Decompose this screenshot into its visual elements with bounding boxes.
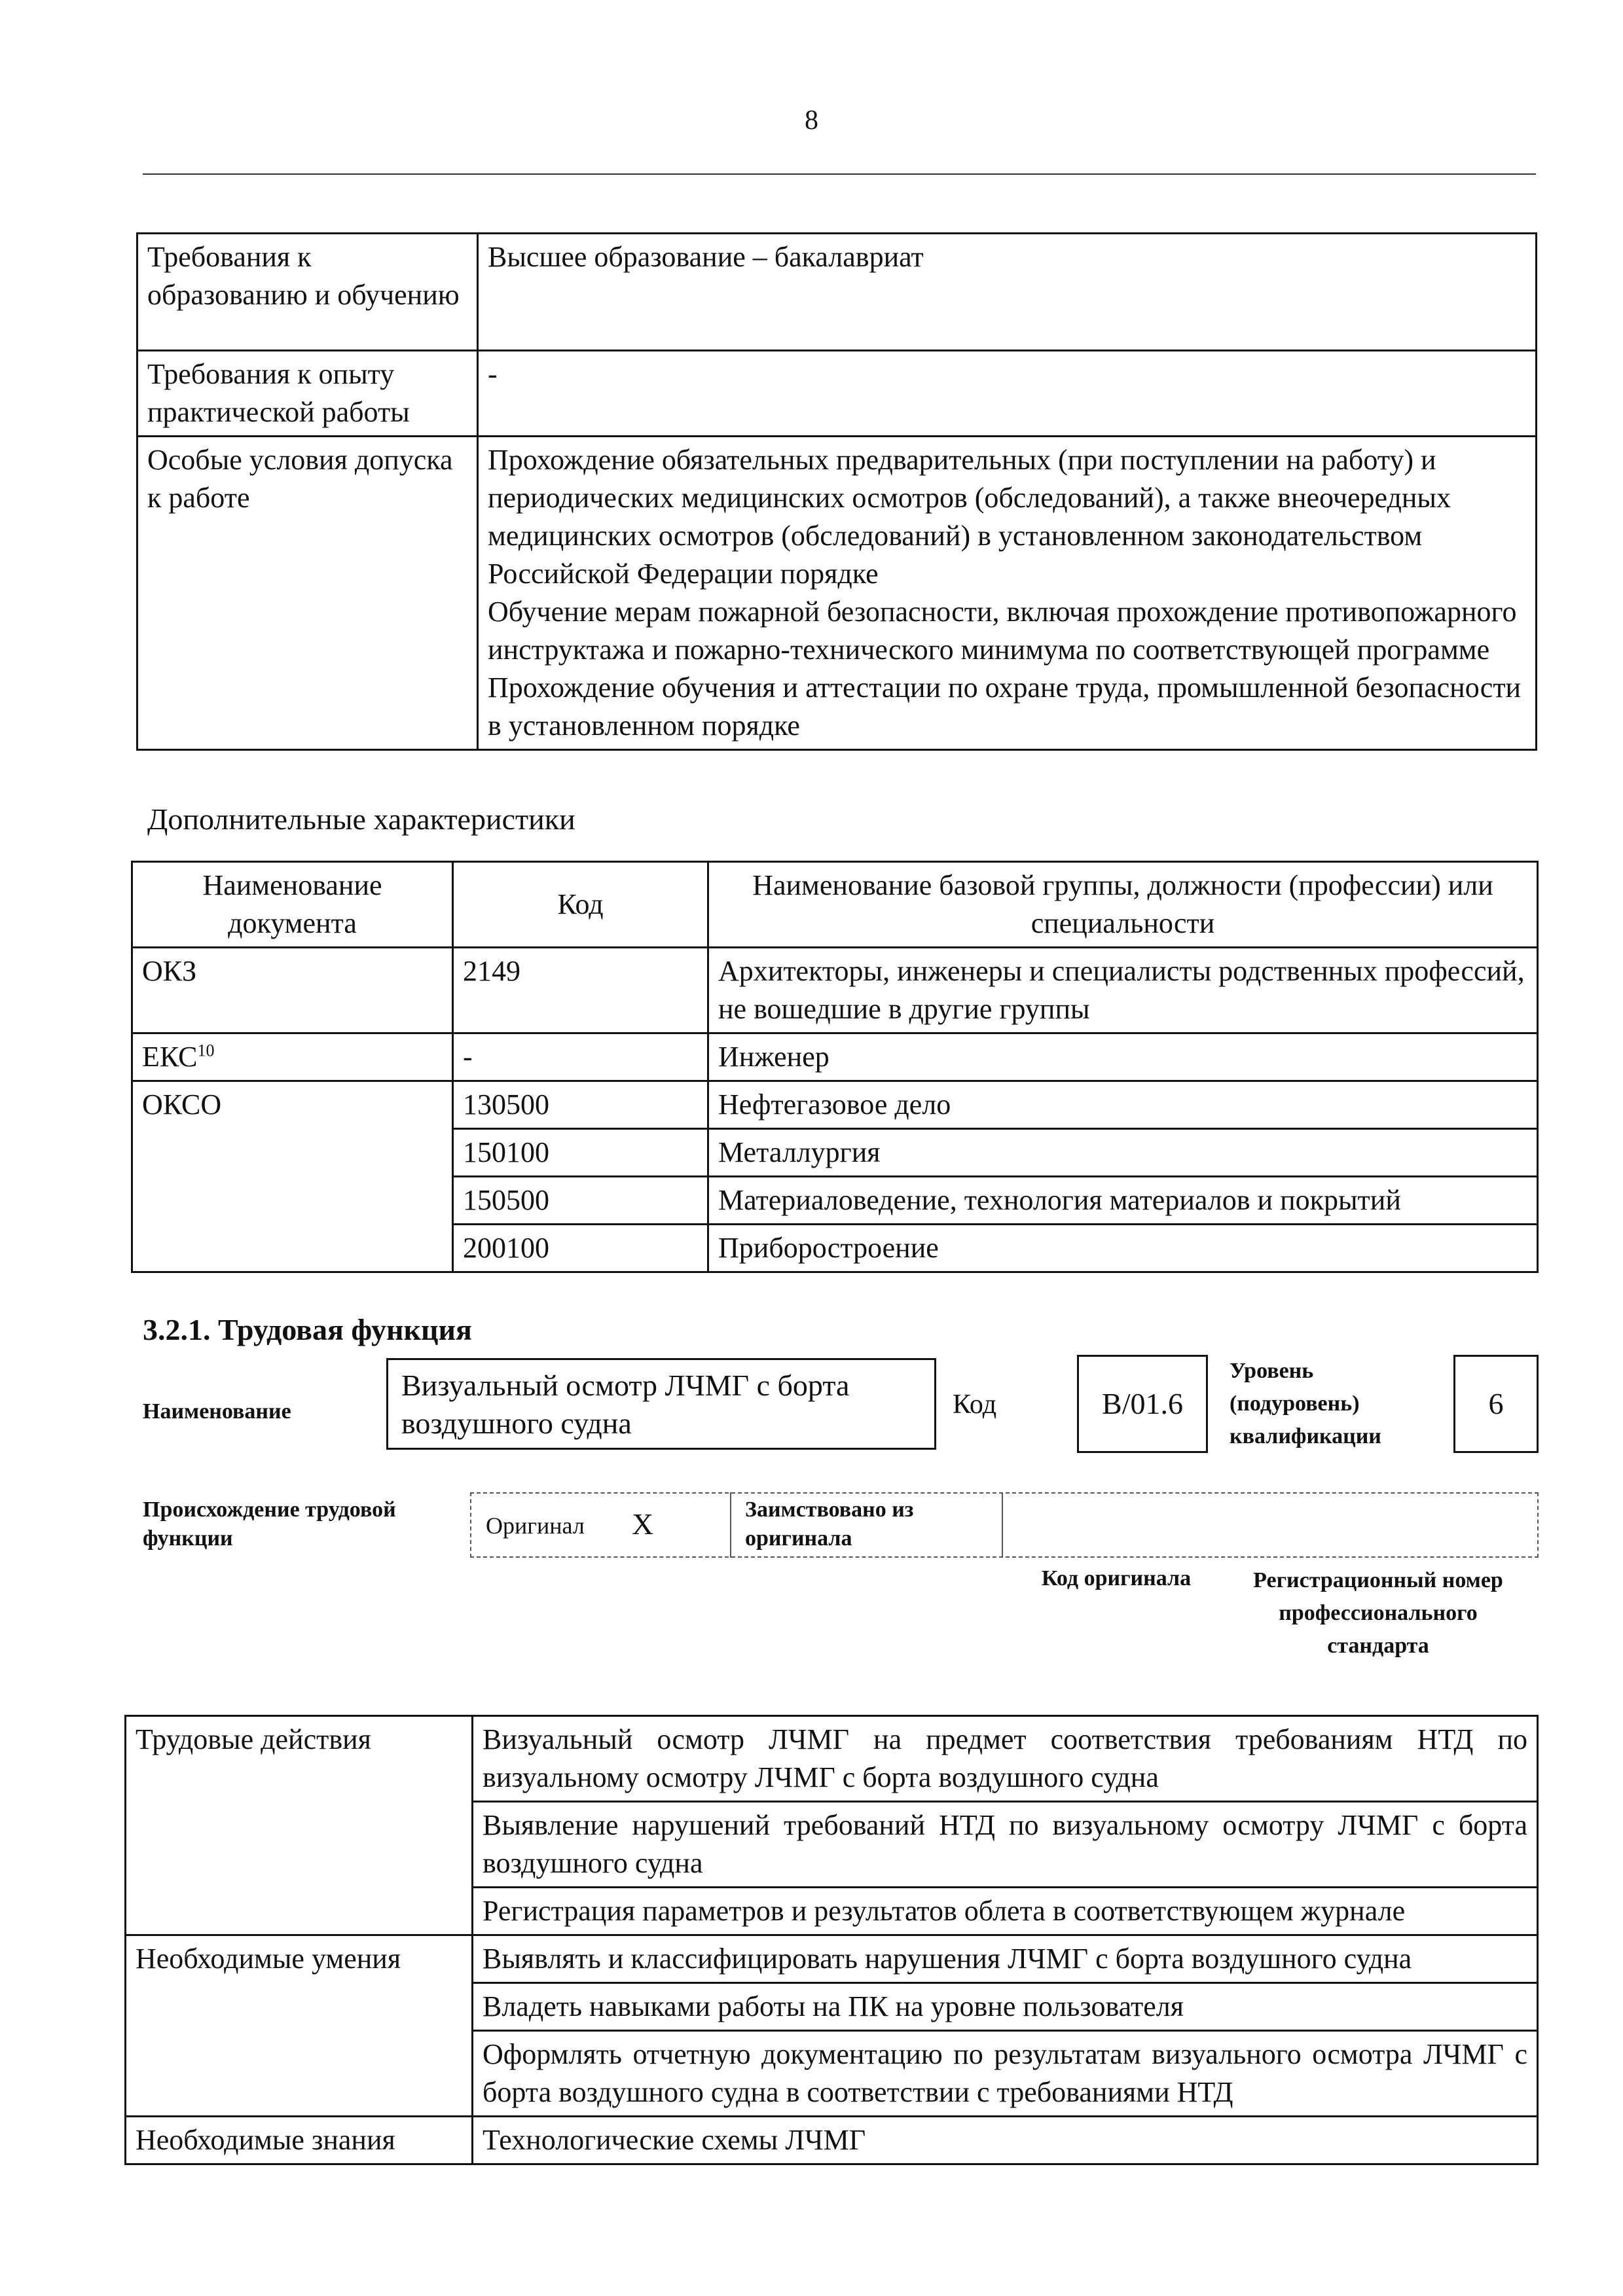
header-rule (143, 173, 1536, 175)
requirement-label: Особые условия допуска к работе (137, 437, 478, 750)
level-box: 6 (1453, 1355, 1539, 1453)
action-item: Регистрация параметров и результатов облета в соответствующем журнале (473, 1888, 1538, 1935)
requirement-paragraph: Обучение мерам пожарной безопасности, включая прохождение противопожарного инструктажа и пожарно-технического минимума по соответствующей программе (488, 596, 1517, 666)
requirement-value: Высшее образование – бакалавриат (478, 234, 1537, 351)
table-row (132, 1033, 1538, 1081)
name-cell: Металлургия (708, 1129, 1538, 1177)
table-row (126, 2117, 1538, 2164)
code-cell: - (453, 1033, 708, 1081)
requirement-paragraph: Прохождение обучения и аттестации по охране труда, промышленной безопасности в установленном порядке (488, 672, 1522, 742)
doc-text: ЕКС (142, 1041, 198, 1073)
requirement-label: Требования к опыту практической работы (137, 351, 478, 437)
table-header-row (132, 862, 1538, 948)
origin-divider (1002, 1492, 1003, 1558)
table-row (132, 948, 1538, 1033)
name-cell: Приборостроение (708, 1225, 1538, 1272)
name-cell: Нефтегазовое дело (708, 1081, 1538, 1129)
skill-item: Оформлять отчетную документацию по результатам визуального осмотра ЛЧМГ с борта воздушного судна в соответствии с требованиями НТД (473, 2031, 1538, 2117)
requirement-paragraph: Прохождение обязательных предварительных (при поступлении на работу) и периодических медицинских осмотров (обследований), а также внеочередных медицинских осмотров (обследований) в установленном законодательством Российской Федерации порядке (488, 444, 1451, 590)
skill-item: Выявлять и классифицировать нарушения ЛЧМГ с борта воздушного судна (473, 1935, 1538, 1983)
borrowed-label: Заимствовано из оригинала (745, 1498, 914, 1551)
table-row (137, 351, 1537, 437)
original-mark: X (632, 1507, 654, 1541)
column-header: Наименование базовой группы, должности (профессии) или специальности (708, 862, 1538, 948)
column-header: Наименование документа (132, 862, 453, 948)
name-label: Наименование (143, 1399, 291, 1424)
name-cell: Материаловедение, технология материалов и покрытий (708, 1177, 1538, 1225)
knowledge-label: Необходимые знания (126, 2117, 473, 2164)
code-label: Код (953, 1390, 997, 1420)
table-row (137, 437, 1537, 750)
requirements-table (136, 232, 1537, 751)
action-item: Визуальный осмотр ЛЧМГ на предмет соответствия требованиям НТД по визуальному осмотру ЛЧМГ с борта воздушного судна (473, 1716, 1538, 1802)
table-row (126, 1935, 1538, 1983)
code-original-caption: Код оригинала (1041, 1566, 1192, 1590)
code-cell: 150100 (453, 1129, 708, 1177)
actions-label: Трудовые действия (126, 1716, 473, 1935)
additional-table (131, 861, 1539, 1273)
requirement-value: - (478, 351, 1537, 437)
doc-cell (132, 1033, 453, 1081)
actions-table (124, 1715, 1539, 2165)
column-header: Код (453, 862, 708, 948)
table-row (137, 234, 1537, 351)
doc-cell: ОКСО (132, 1081, 453, 1272)
additional-title: Дополнительные характеристики (147, 802, 575, 836)
knowledge-item: Технологические схемы ЛЧМГ (473, 2117, 1538, 2164)
name-cell: Инженер (708, 1033, 1538, 1081)
action-item: Выявление нарушений требований НТД по визуальному осмотру ЛЧМГ с борта воздушного судна (473, 1802, 1538, 1888)
code-cell: 130500 (453, 1081, 708, 1129)
code-cell: 150500 (453, 1177, 708, 1225)
section-title: 3.2.1. Трудовая функция (143, 1313, 472, 1346)
function-code-box: B/01.6 (1077, 1355, 1208, 1453)
level-label: Уровень (подуровень) квалификации (1230, 1359, 1381, 1448)
original-label: Оригинал (486, 1513, 585, 1539)
reg-number-caption: Регистрационный номер профессионального стандарта (1253, 1568, 1503, 1658)
table-row (126, 1716, 1538, 1802)
name-cell: Архитекторы, инженеры и специалисты родственных профессий, не вошедшие в другие группы (708, 948, 1538, 1033)
requirement-value-multi (478, 437, 1537, 750)
origin-frame (470, 1492, 1539, 1558)
table-row (132, 1081, 1538, 1129)
page-number: 8 (805, 105, 818, 135)
skills-label: Необходимые умения (126, 1935, 473, 2117)
origin-label: Происхождение трудовой функции (143, 1498, 396, 1551)
requirement-label: Требования к образованию и обучению (137, 234, 478, 351)
code-cell: 200100 (453, 1225, 708, 1272)
footnote-ref: 10 (197, 1041, 215, 1060)
function-name-box: Визуальный осмотр ЛЧМГ с борта воздушного судна (386, 1358, 936, 1450)
origin-divider (730, 1492, 731, 1558)
doc-cell: ОКЗ (132, 948, 453, 1033)
code-cell: 2149 (453, 948, 708, 1033)
skill-item: Владеть навыками работы на ПК на уровне пользователя (473, 1983, 1538, 2031)
